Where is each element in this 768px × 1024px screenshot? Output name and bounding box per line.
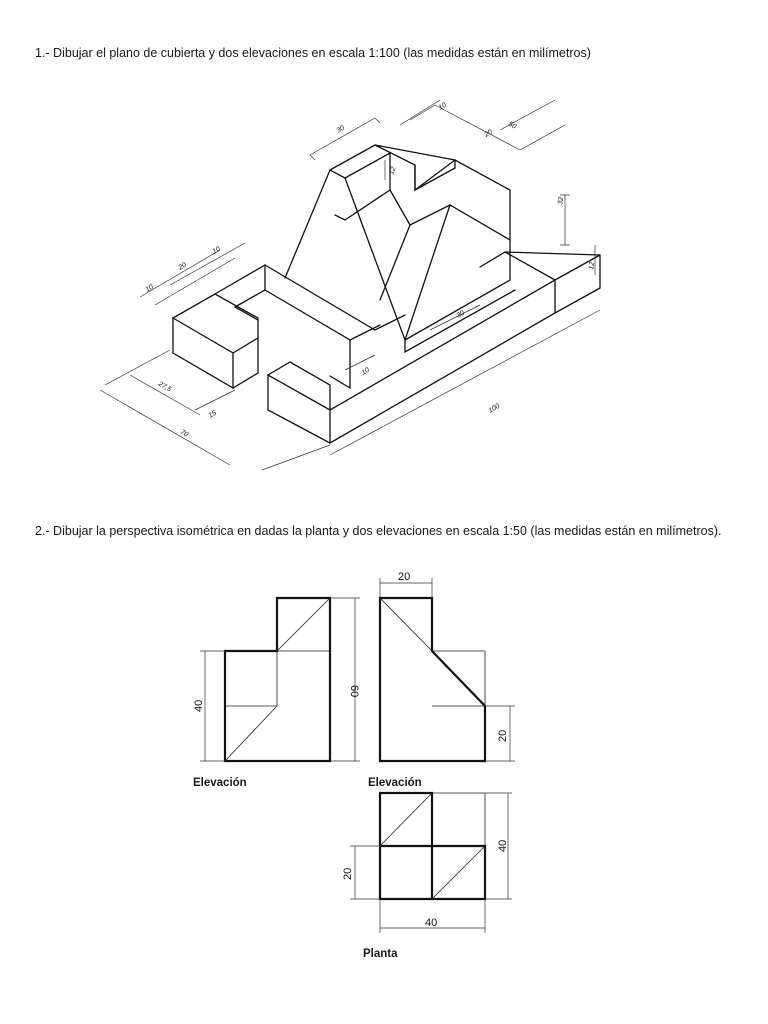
svg-text:40: 40 — [193, 699, 205, 712]
plan-label: Planta — [363, 948, 398, 960]
svg-text:12: 12 — [588, 261, 597, 271]
svg-text:12: 12 — [388, 165, 398, 176]
svg-text:30: 30 — [455, 309, 466, 320]
elevation-right — [380, 571, 515, 761]
svg-text:40: 40 — [425, 917, 438, 929]
svg-text:40: 40 — [497, 839, 509, 852]
svg-text:10: 10 — [144, 283, 155, 294]
svg-text:20: 20 — [342, 867, 354, 880]
svg-text:20: 20 — [177, 261, 188, 272]
elevation-left — [193, 598, 360, 761]
svg-text:32: 32 — [557, 196, 566, 206]
exercise-1-text: 1.- Dibujar el plano de cubierta y dos elevaciones en escala 1:100 (las medidas están en milímetros) — [35, 46, 591, 60]
elevation-right-label: Elevación — [368, 777, 422, 789]
svg-text:20: 20 — [398, 571, 411, 583]
svg-text:60: 60 — [348, 685, 360, 698]
svg-text:30: 30 — [335, 124, 346, 135]
svg-text:20: 20 — [483, 128, 494, 139]
svg-text:10: 10 — [360, 366, 371, 377]
svg-text:50: 50 — [507, 120, 518, 131]
svg-text:20: 20 — [497, 729, 509, 742]
svg-text:10: 10 — [437, 101, 448, 112]
svg-text:27,5: 27,5 — [157, 380, 173, 394]
elevation-left-label: Elevación — [193, 777, 247, 789]
svg-text:10: 10 — [211, 245, 222, 256]
svg-text:70: 70 — [179, 428, 190, 439]
exercise-2-text: 2.- Dibujar la perspectiva isométrica en dadas la planta y dos elevaciones en escala 1:50 (las medidas están en milímetros). — [35, 524, 722, 538]
plan-view — [342, 793, 512, 933]
svg-text:15: 15 — [207, 409, 218, 420]
svg-text:100: 100 — [487, 402, 502, 415]
